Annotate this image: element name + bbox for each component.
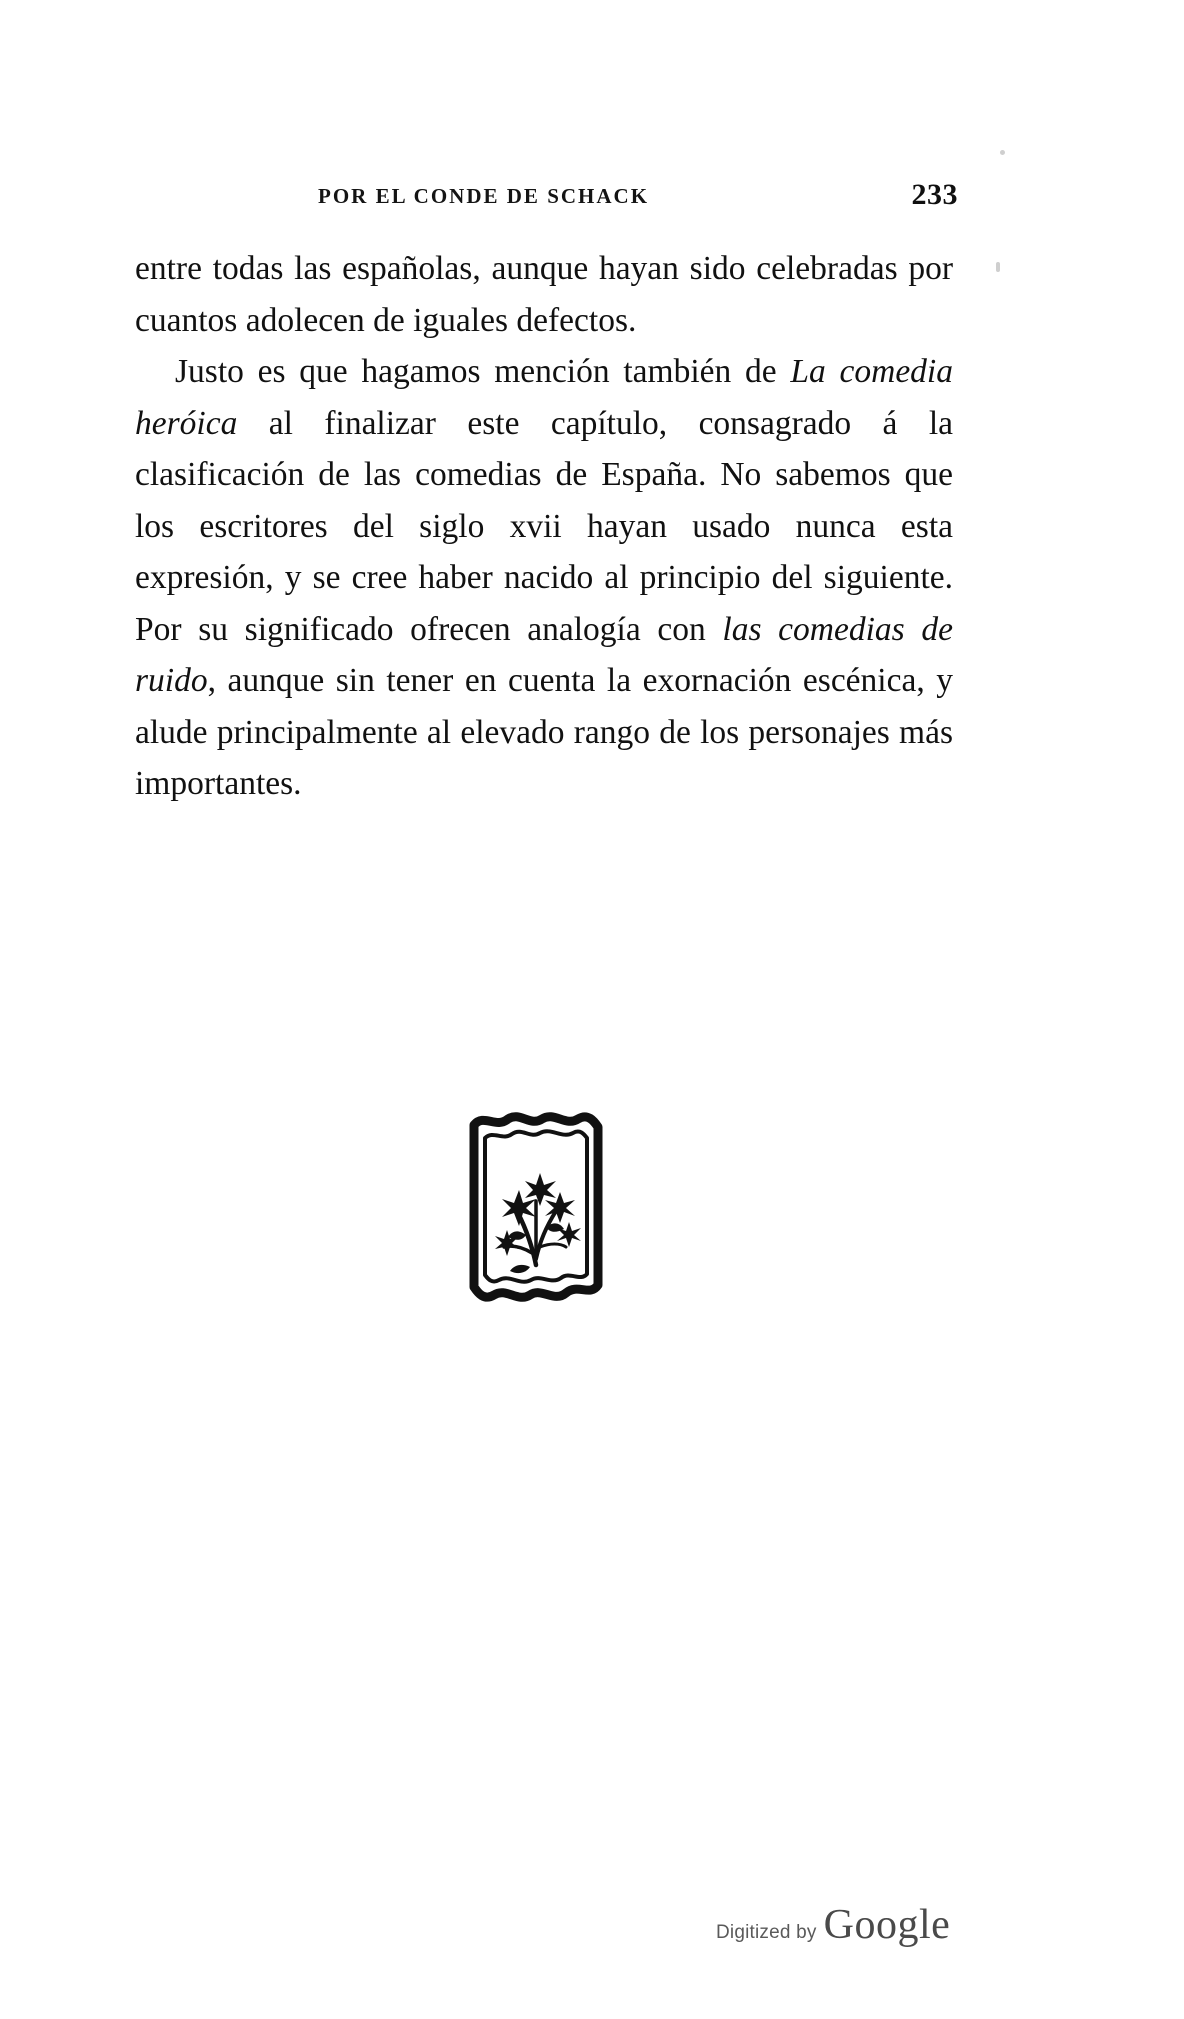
scan-speck bbox=[1000, 150, 1005, 155]
footer-attribution bbox=[716, 1904, 950, 1946]
italic-title: las comedias de ruido bbox=[135, 610, 953, 699]
running-head-title: POR EL CONDE DE SCHACK bbox=[318, 184, 650, 208]
text-run: al finalizar este capítulo, consagrado á la clasificación de las comedias de España. No sabemos que los escritores del siglo xvii hayan usado nunca esta expresión, y se cree haber nacido al principio del siguiente. Por su significado ofrecen analogía con bbox=[135, 404, 953, 648]
digitized-by-label: Digitized by bbox=[716, 1922, 817, 1943]
text-run: entre todas las españolas, aunque hayan sido celebradas por cuantos adolecen de iguales defectos. bbox=[135, 250, 953, 339]
text-run: , aunque sin tener en cuenta la exornación escénica, y alude principalmente al elevado rango de los personajes más importantes. bbox=[135, 662, 953, 802]
italic-title: La comedia heróica bbox=[135, 353, 953, 442]
paragraph bbox=[135, 243, 953, 346]
floral-ornament bbox=[466, 1107, 606, 1307]
google-wordmark: Google bbox=[823, 1902, 951, 1948]
running-head bbox=[318, 178, 958, 209]
page-number: 233 bbox=[911, 178, 958, 211]
paragraph bbox=[135, 346, 953, 810]
body-text bbox=[135, 243, 953, 810]
text-run: Justo es que hagamos mención también de bbox=[175, 353, 791, 390]
scan-speck bbox=[996, 262, 1000, 272]
